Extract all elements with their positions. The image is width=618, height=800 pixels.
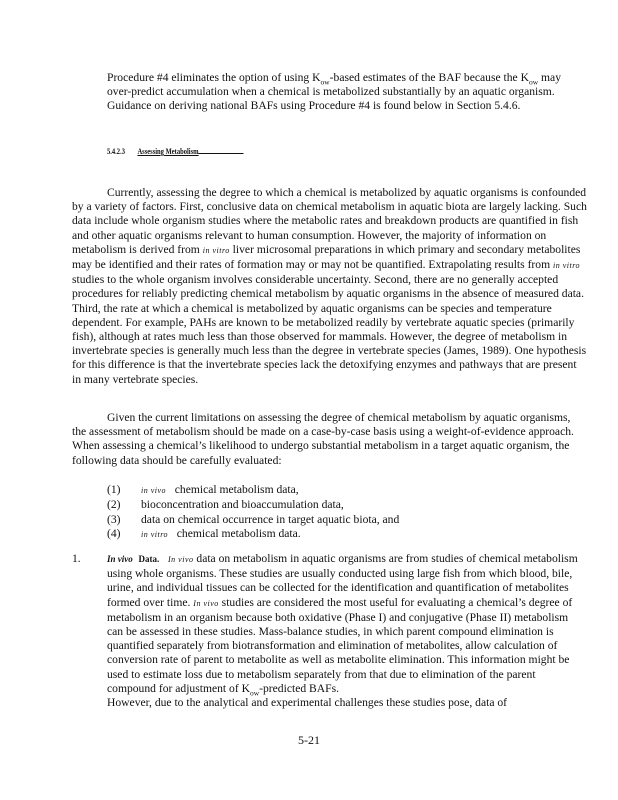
list-item-content: [141, 483, 299, 498]
list-item: [107, 513, 399, 527]
intro-text-c: may over-predict accumulation when a chemical is metabolized substantially by an aquatic organism. Guidance on deriving national BAFs using Procedure #4 is found below in Section 5.4.6.: [107, 71, 561, 113]
heading-underline: [199, 145, 244, 154]
list-item-content: [141, 527, 301, 542]
list-item-text: bioconcentration and bioaccumulation data,: [141, 498, 344, 512]
item1-text-b: studies are considered the most useful for evaluating a chemical’s degree of metabolism in an organism because both oxidative (Phase I) and conjugative (Phase II) metabolism can be assessed in these studies. Mass-balance studies, in which parent compound elimination is quantified separately from biotransformation and elimination of metabolites, allow calculation of conversion rate of parent to metabolite as well as metabolite elimination. This information might be used to estimate loss due to metabolism separately from that due to elimination of the parent compound for adjustment of: [107, 595, 573, 695]
section-title: Assessing Metabolism: [137, 147, 199, 156]
list-item-italic: in vivo: [141, 486, 167, 495]
kow-sub-3: ow: [249, 688, 260, 698]
item-1-heading-tail: Data.: [138, 554, 160, 564]
kow-k: K: [312, 71, 321, 84]
list-item-text: data on chemical occurrence in target aquatic biota, and: [141, 512, 400, 526]
list-item: [107, 527, 399, 542]
kow-k-3: K: [241, 681, 250, 695]
in-vivo-data-paragraph: [107, 552, 587, 710]
metabolism-paragraph-2: [72, 411, 587, 468]
item-1-heading: In vivo: [107, 554, 133, 564]
in-vivo-term-lead: In vivo: [168, 555, 194, 564]
in-vitro-term-1: in vitro: [202, 245, 230, 255]
list-item-italic: in vitro: [141, 530, 169, 540]
para2-text: Given the current limitations on assessing the degree of chemical metabolism by aquatic organisms, the assessment of metabolism should be made on a case-by-case basis using a weight-of-evidence approach. When assessing a chemical’s likelihood to undergo substantial metabolism in a target aquatic organism, the following data should be carefully evaluated:: [72, 411, 574, 467]
list-item-number: (2): [107, 498, 121, 512]
list-item-number: (1): [107, 483, 121, 496]
intro-paragraph: [107, 71, 585, 114]
para1-text-a: Currently, assessing the degree to which a chemical is metabolized by aquatic organisms is confounded by a variety of factors. First, conclusive data on chemical metabolism in aquatic biota are largely lacking. Such data include whole organism studies where the metabolic rates and breakdown products are quantified in fish and other aquatic organisms relevant to human consumption. However, the majority of information on metabolism is derived from: [72, 186, 587, 256]
in-vitro-term-2: in vitro: [553, 261, 581, 271]
kow-sub-2: ow: [528, 77, 539, 87]
kow-k-2: K: [520, 71, 529, 84]
list-item-number: (3): [107, 512, 121, 526]
para1-text-c: studies to the whole organism involves considerable uncertainty. Second, there are no generally accepted procedures for reliably predicting chemical metabolism by aquatic organisms in the absence of measured data. Third, the rate at which a chemical is metabolized by aquatic organisms can be species and temperature dependent. For example, PAHs are known to be metabolized readily by vertebrate aquatic species (primarily fish), although at rates much less than those observed for mammals. However, the degree of metabolism in invertebrate species is generally much less than the degree in vertebrate species (James, 1989). One hypothesis for this difference is that the invertebrate species lack the detoxifying enzymes and pathways that are present in many vertebrate species.: [72, 273, 587, 386]
list-item-number: (4): [107, 527, 121, 541]
intro-text-a: Procedure #4 eliminates the option of using: [107, 71, 313, 84]
item1-text-d: However, due to the analytical and experimental challenges these studies pose, data of: [107, 696, 508, 710]
list-item: [107, 498, 399, 512]
list-item: [107, 483, 399, 498]
data-types-list: [107, 483, 399, 543]
kow-sub: ow: [320, 77, 330, 87]
list-item-text: chemical metabolism data,: [174, 483, 299, 496]
in-vivo-term-mid: In vivo: [193, 598, 219, 608]
item-1-number: 1.: [72, 552, 81, 565]
section-number: 5.4.2.3: [107, 147, 125, 156]
item1-text-c: -predicted BAFs.: [259, 681, 339, 695]
metabolism-paragraph-1: [72, 186, 587, 387]
section-heading: [107, 145, 244, 156]
list-item-text: chemical metabolism data.: [176, 527, 301, 541]
item1-text-a: data on metabolism in aquatic organisms are from studies of chemical metabolism using whole organisms. These studies are usually conducted using large fish from which blood, bile, urine, and individual tissues can be collected for the identification and quantification of metabolites formed over time.: [107, 552, 578, 609]
para1-text-b: liver microsomal preparations in which primary and secondary metabolites may be identified and their rates of formation may or may not be quantified. Extrapolating results from: [72, 242, 581, 272]
page-number: 5-21: [298, 733, 320, 747]
intro-text-b: -based estimates of the BAF because the: [329, 71, 518, 84]
